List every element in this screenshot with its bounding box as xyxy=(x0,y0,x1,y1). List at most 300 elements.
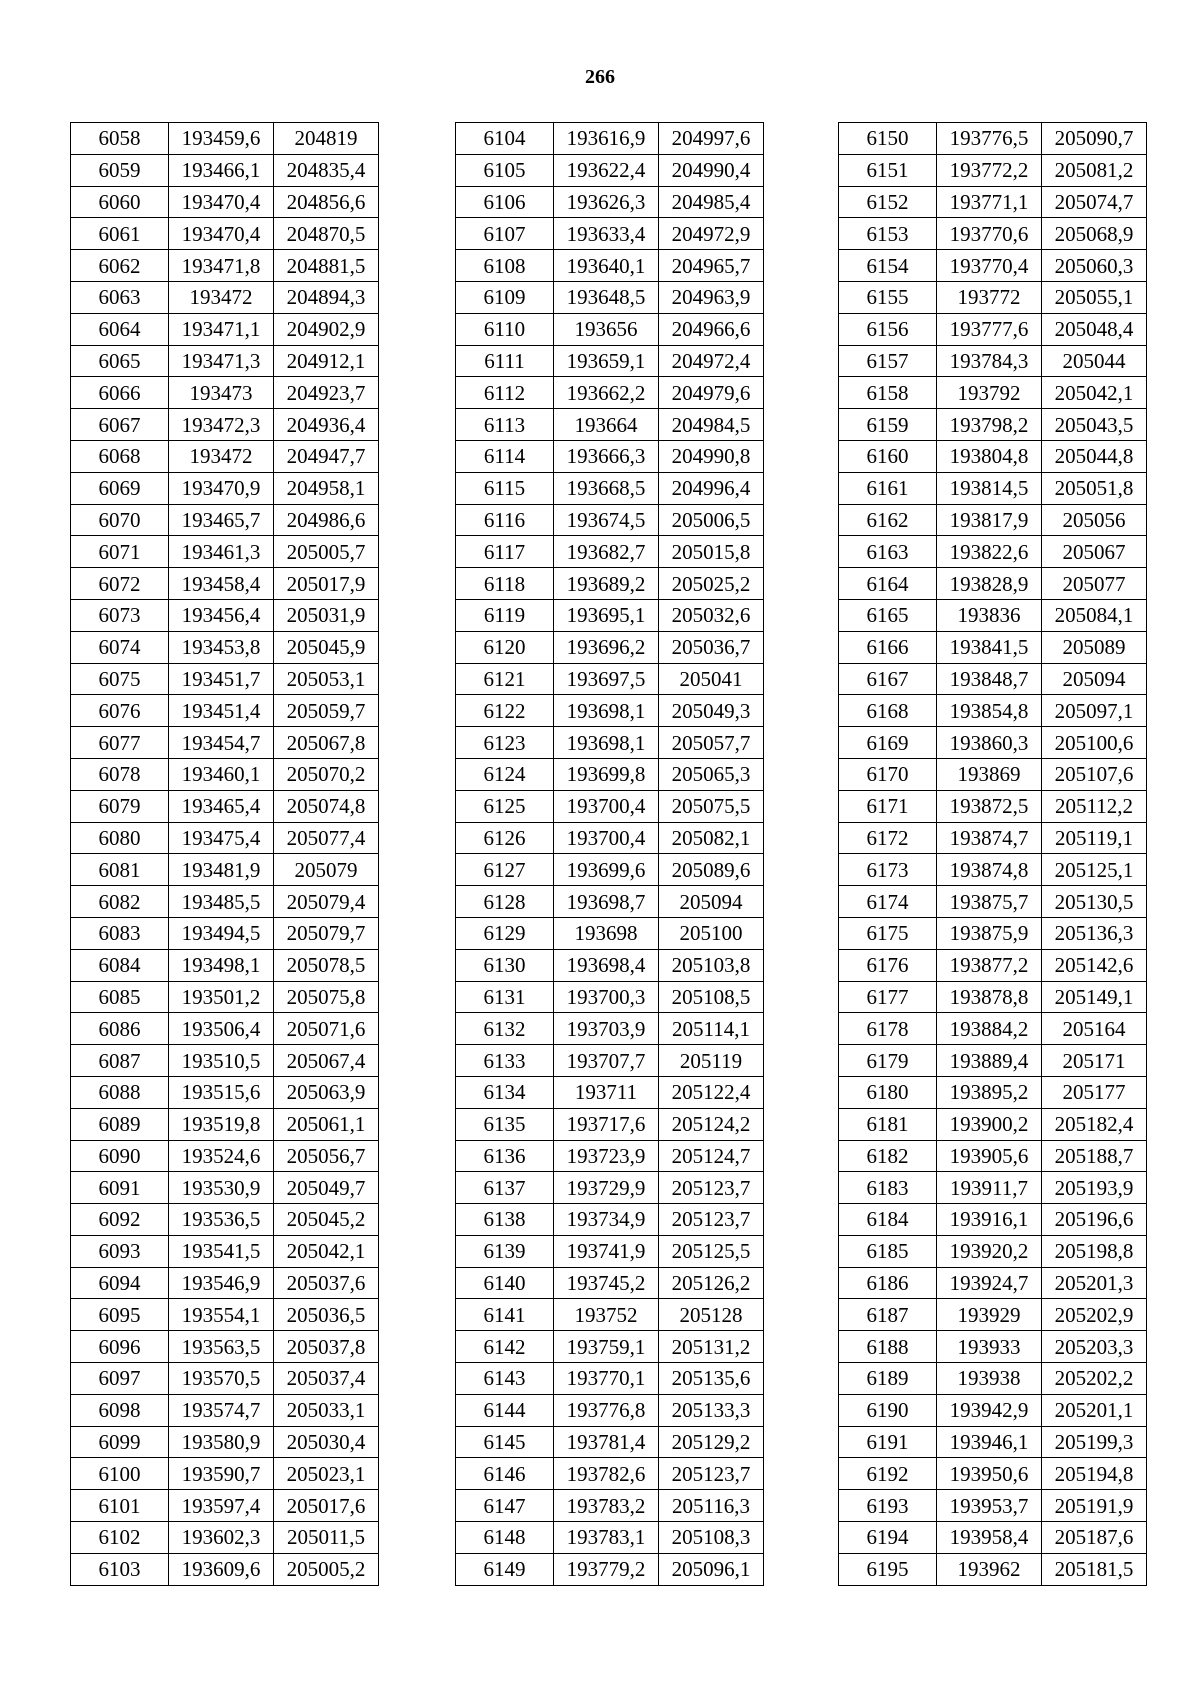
table-row xyxy=(839,1045,1147,1077)
x-coordinate-cell: 193698,4 xyxy=(554,949,659,981)
y-coordinate-cell: 205187,6 xyxy=(1042,1522,1147,1554)
point-number-cell: 6095 xyxy=(71,1299,169,1331)
y-coordinate-cell: 205119 xyxy=(659,1045,764,1077)
y-coordinate-cell: 204965,7 xyxy=(659,250,764,282)
point-number-cell: 6112 xyxy=(456,377,554,409)
table-row xyxy=(839,949,1147,981)
table-row xyxy=(71,1426,379,1458)
table-row xyxy=(71,409,379,441)
table-row xyxy=(839,1426,1147,1458)
x-coordinate-cell: 193656 xyxy=(554,313,659,345)
x-coordinate-cell: 193854,8 xyxy=(937,695,1042,727)
point-number-cell: 6073 xyxy=(71,599,169,631)
y-coordinate-cell: 204985,4 xyxy=(659,186,764,218)
x-coordinate-cell: 193777,6 xyxy=(937,313,1042,345)
x-coordinate-cell: 193770,1 xyxy=(554,1363,659,1395)
table-row xyxy=(839,1204,1147,1236)
point-number-cell: 6077 xyxy=(71,727,169,759)
table-row xyxy=(71,1394,379,1426)
point-number-cell: 6102 xyxy=(71,1522,169,1554)
table-row xyxy=(839,1235,1147,1267)
y-coordinate-cell: 205044,8 xyxy=(1042,440,1147,472)
table-row xyxy=(456,536,764,568)
point-number-cell: 6059 xyxy=(71,154,169,186)
x-coordinate-cell: 193782,6 xyxy=(554,1458,659,1490)
point-number-cell: 6063 xyxy=(71,281,169,313)
table-row xyxy=(839,409,1147,441)
table-row xyxy=(456,1458,764,1490)
table-row xyxy=(71,822,379,854)
x-coordinate-cell: 193848,7 xyxy=(937,663,1042,695)
table-row xyxy=(839,599,1147,631)
table-row xyxy=(839,377,1147,409)
point-number-cell: 6086 xyxy=(71,1013,169,1045)
point-number-cell: 6195 xyxy=(839,1553,937,1585)
x-coordinate-cell: 193699,6 xyxy=(554,854,659,886)
y-coordinate-cell: 205123,7 xyxy=(659,1458,764,1490)
point-number-cell: 6171 xyxy=(839,790,937,822)
point-number-cell: 6140 xyxy=(456,1267,554,1299)
table-row xyxy=(839,1331,1147,1363)
x-coordinate-cell: 193666,3 xyxy=(554,440,659,472)
point-number-cell: 6154 xyxy=(839,250,937,282)
table-row xyxy=(71,1553,379,1585)
table-row xyxy=(456,917,764,949)
x-coordinate-cell: 193874,8 xyxy=(937,854,1042,886)
point-number-cell: 6144 xyxy=(456,1394,554,1426)
y-coordinate-cell: 205123,7 xyxy=(659,1204,764,1236)
y-coordinate-cell: 204966,6 xyxy=(659,313,764,345)
x-coordinate-cell: 193723,9 xyxy=(554,1140,659,1172)
point-number-cell: 6124 xyxy=(456,758,554,790)
point-number-cell: 6134 xyxy=(456,1076,554,1108)
table-row xyxy=(456,313,764,345)
point-number-cell: 6172 xyxy=(839,822,937,854)
x-coordinate-cell: 193470,4 xyxy=(169,218,274,250)
y-coordinate-cell: 205177 xyxy=(1042,1076,1147,1108)
point-number-cell: 6130 xyxy=(456,949,554,981)
y-coordinate-cell: 205090,7 xyxy=(1042,123,1147,155)
y-coordinate-cell: 205108,3 xyxy=(659,1522,764,1554)
y-coordinate-cell: 205033,1 xyxy=(274,1394,379,1426)
x-coordinate-cell: 193779,2 xyxy=(554,1553,659,1585)
point-number-cell: 6071 xyxy=(71,536,169,568)
point-number-cell: 6129 xyxy=(456,917,554,949)
point-number-cell: 6092 xyxy=(71,1204,169,1236)
table-row xyxy=(456,1076,764,1108)
x-coordinate-cell: 193770,4 xyxy=(937,250,1042,282)
x-coordinate-cell: 193822,6 xyxy=(937,536,1042,568)
y-coordinate-cell: 204997,6 xyxy=(659,123,764,155)
x-coordinate-cell: 193471,3 xyxy=(169,345,274,377)
x-coordinate-cell: 193633,4 xyxy=(554,218,659,250)
table-row xyxy=(71,1522,379,1554)
table-row xyxy=(456,1553,764,1585)
y-coordinate-cell: 205045,9 xyxy=(274,631,379,663)
x-coordinate-cell: 193869 xyxy=(937,758,1042,790)
point-number-cell: 6078 xyxy=(71,758,169,790)
y-coordinate-cell: 205063,9 xyxy=(274,1076,379,1108)
y-coordinate-cell: 205171 xyxy=(1042,1045,1147,1077)
table-row xyxy=(839,568,1147,600)
y-coordinate-cell: 205135,6 xyxy=(659,1363,764,1395)
point-number-cell: 6080 xyxy=(71,822,169,854)
y-coordinate-cell: 205201,3 xyxy=(1042,1267,1147,1299)
y-coordinate-cell: 204947,7 xyxy=(274,440,379,472)
point-number-cell: 6166 xyxy=(839,631,937,663)
table-row xyxy=(71,218,379,250)
table-row xyxy=(839,1140,1147,1172)
y-coordinate-cell: 205005,2 xyxy=(274,1553,379,1585)
x-coordinate-cell: 193674,5 xyxy=(554,504,659,536)
y-coordinate-cell: 205108,5 xyxy=(659,981,764,1013)
y-coordinate-cell: 205025,2 xyxy=(659,568,764,600)
x-coordinate-cell: 193597,4 xyxy=(169,1490,274,1522)
y-coordinate-cell: 205188,7 xyxy=(1042,1140,1147,1172)
x-coordinate-cell: 193485,5 xyxy=(169,886,274,918)
table-row xyxy=(71,377,379,409)
x-coordinate-cell: 193682,7 xyxy=(554,536,659,568)
point-number-cell: 6062 xyxy=(71,250,169,282)
x-coordinate-cell: 193466,1 xyxy=(169,154,274,186)
y-coordinate-cell: 205055,1 xyxy=(1042,281,1147,313)
point-number-cell: 6136 xyxy=(456,1140,554,1172)
y-coordinate-cell: 205071,6 xyxy=(274,1013,379,1045)
point-number-cell: 6076 xyxy=(71,695,169,727)
x-coordinate-cell: 193530,9 xyxy=(169,1172,274,1204)
x-coordinate-cell: 193481,9 xyxy=(169,854,274,886)
x-coordinate-cell: 193700,3 xyxy=(554,981,659,1013)
point-number-cell: 6142 xyxy=(456,1331,554,1363)
y-coordinate-cell: 205078,5 xyxy=(274,949,379,981)
point-number-cell: 6088 xyxy=(71,1076,169,1108)
table-row xyxy=(839,1522,1147,1554)
y-coordinate-cell: 205193,9 xyxy=(1042,1172,1147,1204)
point-number-cell: 6107 xyxy=(456,218,554,250)
x-coordinate-cell: 193798,2 xyxy=(937,409,1042,441)
x-coordinate-cell: 193707,7 xyxy=(554,1045,659,1077)
y-coordinate-cell: 205049,7 xyxy=(274,1172,379,1204)
y-coordinate-cell: 205081,2 xyxy=(1042,154,1147,186)
x-coordinate-cell: 193958,4 xyxy=(937,1522,1042,1554)
table-row xyxy=(71,917,379,949)
point-number-cell: 6131 xyxy=(456,981,554,1013)
x-coordinate-cell: 193911,7 xyxy=(937,1172,1042,1204)
table-row xyxy=(71,758,379,790)
point-number-cell: 6164 xyxy=(839,568,937,600)
y-coordinate-cell: 205011,5 xyxy=(274,1522,379,1554)
point-number-cell: 6186 xyxy=(839,1267,937,1299)
y-coordinate-cell: 205036,5 xyxy=(274,1299,379,1331)
point-number-cell: 6103 xyxy=(71,1553,169,1585)
table-row xyxy=(71,250,379,282)
x-coordinate-cell: 193696,2 xyxy=(554,631,659,663)
y-coordinate-cell: 205119,1 xyxy=(1042,822,1147,854)
point-number-cell: 6175 xyxy=(839,917,937,949)
y-coordinate-cell: 205023,1 xyxy=(274,1458,379,1490)
x-coordinate-cell: 193519,8 xyxy=(169,1108,274,1140)
point-number-cell: 6116 xyxy=(456,504,554,536)
y-coordinate-cell: 205124,2 xyxy=(659,1108,764,1140)
x-coordinate-cell: 193570,5 xyxy=(169,1363,274,1395)
point-number-cell: 6183 xyxy=(839,1172,937,1204)
x-coordinate-cell: 193554,1 xyxy=(169,1299,274,1331)
x-coordinate-cell: 193946,1 xyxy=(937,1426,1042,1458)
table-row xyxy=(71,854,379,886)
x-coordinate-cell: 193877,2 xyxy=(937,949,1042,981)
y-coordinate-cell: 204996,4 xyxy=(659,472,764,504)
y-coordinate-cell: 205048,4 xyxy=(1042,313,1147,345)
point-number-cell: 6178 xyxy=(839,1013,937,1045)
y-coordinate-cell: 205129,2 xyxy=(659,1426,764,1458)
table-row xyxy=(456,123,764,155)
x-coordinate-cell: 193875,9 xyxy=(937,917,1042,949)
point-number-cell: 6104 xyxy=(456,123,554,155)
x-coordinate-cell: 193563,5 xyxy=(169,1331,274,1363)
x-coordinate-cell: 193626,3 xyxy=(554,186,659,218)
table-row xyxy=(456,1204,764,1236)
point-number-cell: 6110 xyxy=(456,313,554,345)
table-row xyxy=(839,1458,1147,1490)
table-row xyxy=(456,663,764,695)
point-number-cell: 6188 xyxy=(839,1331,937,1363)
point-number-cell: 6192 xyxy=(839,1458,937,1490)
point-number-cell: 6064 xyxy=(71,313,169,345)
y-coordinate-cell: 205059,7 xyxy=(274,695,379,727)
y-coordinate-cell: 205125,5 xyxy=(659,1235,764,1267)
point-number-cell: 6127 xyxy=(456,854,554,886)
x-coordinate-cell: 193473 xyxy=(169,377,274,409)
y-coordinate-cell: 205049,3 xyxy=(659,695,764,727)
table-row xyxy=(839,345,1147,377)
y-coordinate-cell: 205114,1 xyxy=(659,1013,764,1045)
table-row xyxy=(456,409,764,441)
table-row xyxy=(71,504,379,536)
x-coordinate-cell: 193792 xyxy=(937,377,1042,409)
point-number-cell: 6153 xyxy=(839,218,937,250)
x-coordinate-cell: 193933 xyxy=(937,1331,1042,1363)
table-row xyxy=(839,727,1147,759)
x-coordinate-cell: 193895,2 xyxy=(937,1076,1042,1108)
y-coordinate-cell: 205043,5 xyxy=(1042,409,1147,441)
table-row xyxy=(456,695,764,727)
x-coordinate-cell: 193929 xyxy=(937,1299,1042,1331)
x-coordinate-cell: 193459,6 xyxy=(169,123,274,155)
x-coordinate-cell: 193699,8 xyxy=(554,758,659,790)
y-coordinate-cell: 205037,4 xyxy=(274,1363,379,1395)
y-coordinate-cell: 205031,9 xyxy=(274,599,379,631)
y-coordinate-cell: 204979,6 xyxy=(659,377,764,409)
point-number-cell: 6176 xyxy=(839,949,937,981)
point-number-cell: 6082 xyxy=(71,886,169,918)
point-number-cell: 6173 xyxy=(839,854,937,886)
point-number-cell: 6068 xyxy=(71,440,169,472)
y-coordinate-cell: 205079,4 xyxy=(274,886,379,918)
y-coordinate-cell: 205202,2 xyxy=(1042,1363,1147,1395)
table-row xyxy=(71,886,379,918)
y-coordinate-cell: 204856,6 xyxy=(274,186,379,218)
point-number-cell: 6150 xyxy=(839,123,937,155)
y-coordinate-cell: 205100,6 xyxy=(1042,727,1147,759)
point-number-cell: 6066 xyxy=(71,377,169,409)
y-coordinate-cell: 205124,7 xyxy=(659,1140,764,1172)
table-row xyxy=(839,250,1147,282)
table-row xyxy=(839,631,1147,663)
x-coordinate-cell: 193770,6 xyxy=(937,218,1042,250)
point-number-cell: 6157 xyxy=(839,345,937,377)
y-coordinate-cell: 205123,7 xyxy=(659,1172,764,1204)
table-row xyxy=(71,1013,379,1045)
point-number-cell: 6184 xyxy=(839,1204,937,1236)
x-coordinate-cell: 193510,5 xyxy=(169,1045,274,1077)
x-coordinate-cell: 193461,3 xyxy=(169,536,274,568)
x-coordinate-cell: 193470,9 xyxy=(169,472,274,504)
y-coordinate-cell: 205191,9 xyxy=(1042,1490,1147,1522)
table-row xyxy=(71,1299,379,1331)
table-row xyxy=(71,1363,379,1395)
point-number-cell: 6072 xyxy=(71,568,169,600)
point-number-cell: 6187 xyxy=(839,1299,937,1331)
table-row xyxy=(71,536,379,568)
x-coordinate-cell: 193920,2 xyxy=(937,1235,1042,1267)
table-row xyxy=(71,1331,379,1363)
y-coordinate-cell: 205053,1 xyxy=(274,663,379,695)
point-number-cell: 6096 xyxy=(71,1331,169,1363)
point-number-cell: 6069 xyxy=(71,472,169,504)
table-row xyxy=(456,949,764,981)
y-coordinate-cell: 204936,4 xyxy=(274,409,379,441)
x-coordinate-cell: 193465,7 xyxy=(169,504,274,536)
table-row xyxy=(71,186,379,218)
point-number-cell: 6125 xyxy=(456,790,554,822)
y-coordinate-cell: 205061,1 xyxy=(274,1108,379,1140)
table-row xyxy=(839,663,1147,695)
y-coordinate-cell: 205094 xyxy=(659,886,764,918)
x-coordinate-cell: 193759,1 xyxy=(554,1331,659,1363)
x-coordinate-cell: 193745,2 xyxy=(554,1267,659,1299)
y-coordinate-cell: 204986,6 xyxy=(274,504,379,536)
y-coordinate-cell: 205116,3 xyxy=(659,1490,764,1522)
table-row xyxy=(71,313,379,345)
point-number-cell: 6084 xyxy=(71,949,169,981)
x-coordinate-cell: 193536,5 xyxy=(169,1204,274,1236)
table-row xyxy=(71,1045,379,1077)
table-row xyxy=(456,1045,764,1077)
y-coordinate-cell: 204912,1 xyxy=(274,345,379,377)
point-number-cell: 6121 xyxy=(456,663,554,695)
x-coordinate-cell: 193454,7 xyxy=(169,727,274,759)
table-row xyxy=(71,1108,379,1140)
table-row xyxy=(456,186,764,218)
table-row xyxy=(71,631,379,663)
x-coordinate-cell: 193471,8 xyxy=(169,250,274,282)
point-number-cell: 6123 xyxy=(456,727,554,759)
y-coordinate-cell: 204894,3 xyxy=(274,281,379,313)
point-number-cell: 6151 xyxy=(839,154,937,186)
point-number-cell: 6081 xyxy=(71,854,169,886)
x-coordinate-cell: 193590,7 xyxy=(169,1458,274,1490)
y-coordinate-cell: 205112,2 xyxy=(1042,790,1147,822)
table-row xyxy=(456,758,764,790)
table-row xyxy=(456,1299,764,1331)
table-row xyxy=(456,1331,764,1363)
table-row xyxy=(71,981,379,1013)
x-coordinate-cell: 193541,5 xyxy=(169,1235,274,1267)
x-coordinate-cell: 193872,5 xyxy=(937,790,1042,822)
point-number-cell: 6139 xyxy=(456,1235,554,1267)
y-coordinate-cell: 205164 xyxy=(1042,1013,1147,1045)
table-row xyxy=(71,790,379,822)
point-number-cell: 6111 xyxy=(456,345,554,377)
table-row xyxy=(456,504,764,536)
y-coordinate-cell: 205057,7 xyxy=(659,727,764,759)
point-number-cell: 6106 xyxy=(456,186,554,218)
y-coordinate-cell: 204990,4 xyxy=(659,154,764,186)
x-coordinate-cell: 193498,1 xyxy=(169,949,274,981)
point-number-cell: 6143 xyxy=(456,1363,554,1395)
y-coordinate-cell: 205089,6 xyxy=(659,854,764,886)
table-row xyxy=(71,695,379,727)
y-coordinate-cell: 204902,9 xyxy=(274,313,379,345)
point-number-cell: 6185 xyxy=(839,1235,937,1267)
y-coordinate-cell: 205037,6 xyxy=(274,1267,379,1299)
y-coordinate-cell: 204990,8 xyxy=(659,440,764,472)
x-coordinate-cell: 193659,1 xyxy=(554,345,659,377)
y-coordinate-cell: 205044 xyxy=(1042,345,1147,377)
y-coordinate-cell: 205067 xyxy=(1042,536,1147,568)
point-number-cell: 6179 xyxy=(839,1045,937,1077)
page-number: 266 xyxy=(585,66,615,88)
point-number-cell: 6165 xyxy=(839,599,937,631)
point-number-cell: 6065 xyxy=(71,345,169,377)
table-row xyxy=(839,440,1147,472)
y-coordinate-cell: 205201,1 xyxy=(1042,1394,1147,1426)
point-number-cell: 6162 xyxy=(839,504,937,536)
point-number-cell: 6101 xyxy=(71,1490,169,1522)
x-coordinate-cell: 193950,6 xyxy=(937,1458,1042,1490)
table-row xyxy=(71,568,379,600)
y-coordinate-cell: 205100 xyxy=(659,917,764,949)
point-number-cell: 6091 xyxy=(71,1172,169,1204)
x-coordinate-cell: 193781,4 xyxy=(554,1426,659,1458)
point-number-cell: 6090 xyxy=(71,1140,169,1172)
point-number-cell: 6120 xyxy=(456,631,554,663)
point-number-cell: 6132 xyxy=(456,1013,554,1045)
table-row xyxy=(456,281,764,313)
table-row xyxy=(71,1235,379,1267)
y-coordinate-cell: 205065,3 xyxy=(659,758,764,790)
x-coordinate-cell: 193698,7 xyxy=(554,886,659,918)
y-coordinate-cell: 204870,5 xyxy=(274,218,379,250)
y-coordinate-cell: 204963,9 xyxy=(659,281,764,313)
y-coordinate-cell: 205130,5 xyxy=(1042,886,1147,918)
table-row xyxy=(839,1363,1147,1395)
table-row xyxy=(839,917,1147,949)
table-row xyxy=(839,504,1147,536)
x-coordinate-cell: 193697,5 xyxy=(554,663,659,695)
point-number-cell: 6181 xyxy=(839,1108,937,1140)
x-coordinate-cell: 193700,4 xyxy=(554,790,659,822)
table-row xyxy=(839,218,1147,250)
y-coordinate-cell: 205089 xyxy=(1042,631,1147,663)
table-row xyxy=(839,695,1147,727)
table-row xyxy=(456,345,764,377)
x-coordinate-cell: 193772 xyxy=(937,281,1042,313)
point-number-cell: 6117 xyxy=(456,536,554,568)
point-number-cell: 6141 xyxy=(456,1299,554,1331)
point-number-cell: 6152 xyxy=(839,186,937,218)
y-coordinate-cell: 204835,4 xyxy=(274,154,379,186)
